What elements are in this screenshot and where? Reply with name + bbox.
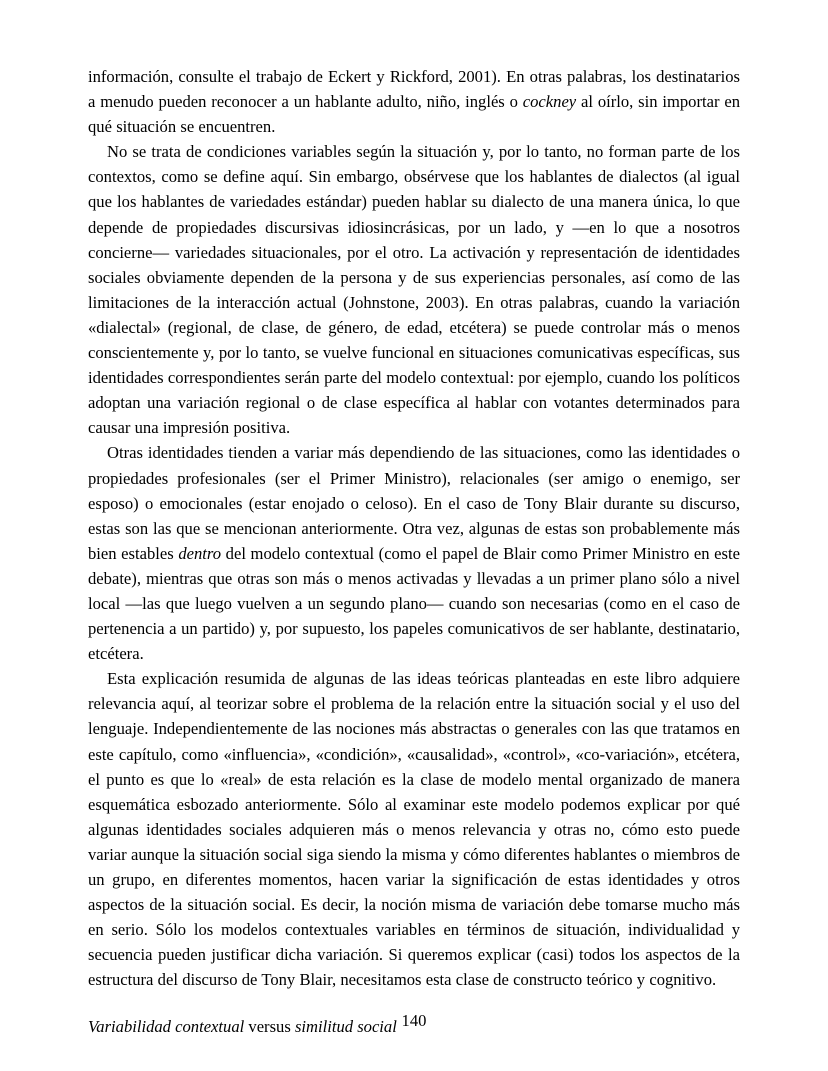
text-column: [88, 64, 740, 1040]
italic-run: similitud social: [294, 1017, 397, 1037]
roman-run: versus: [244, 1017, 295, 1037]
page-number: 140: [401, 1011, 427, 1030]
body-paragraph-3: Otras identidades tienden a variar más dependiendo de las situaciones, como las identidades o propiedades profesionales (ser el Primer Ministro), relacionales (ser amigo o enemigo, ser esposo) o emocionales (estar enojado o celoso). En el caso de Tony Blair durante su discurso, estas son las que se mencionan anteriormente. Otra vez, algunas de estas son probablemente más bien estables dentro del modelo contextual (como el papel de Blair como Primer Ministro en este debate), mientras que otras son más o menos activadas y llevadas a un primer plano sólo a nivel local —las que luego vuelven a un segundo plano— cuando son necesarias (como en el caso de pertenencia a un partido) y, por supuesto, los papeles comunicativos de ser hablante, destinatario, etcétera.: [88, 443, 740, 664]
body-paragraph-4: Esta explicación resumida de algunas de las ideas teóricas planteadas en este libro adquiere relevancia aquí, al teorizar sobre el problema de la relación entre la situación social y el uso del lenguaje. Independientemente de las nociones más abstractas o generales con las que tratamos en este capítulo, como «influencia», «condición», «causalidad», «control», «co-variación», etcétera, el punto es que lo «real» de esta relación es la clase de modelo mental organizado de manera esquemática esbozado anteriormente. Sólo al examinar este modelo podemos explicar por qué algunas identidades sociales adquieren más o menos relevancia y otras no, cómo esto puede variar aunque la situación social siga siendo la misma y cómo diferentes hablantes o miembros de un grupo, en diferentes momentos, hacen variar la significación de estas identidades y otros aspectos de la situación social. Es decir, la noción misma de variación debe tomarse mucho más en serio. Sólo los modelos contextuales variables en términos de situación, individualidad y secuencia pueden justificar dicha variación. Si queremos explicar (casi) todos los aspectos de la estructura del discurso de Tony Blair, necesitamos esta clase de constructo teórico y cognitivo.: [88, 669, 740, 990]
italic-run: dentro: [178, 543, 222, 563]
italic-run: cockney: [522, 92, 577, 112]
body-paragraph-1: información, consulte el trabajo de Eckert y Rickford, 2001). En otras palabras, los destinatarios a menudo pueden reconocer a un hablante adulto, niño, inglés o cockney al oírlo, sin importar en qué situación se encuentren.: [88, 67, 740, 137]
body-paragraph-2: No se trata de condiciones variables según la situación y, por lo tanto, no forman parte de los contextos, como se define aquí. Sin embargo, obsérvese que los hablantes de dialectos (al igual que los hablantes de variedades estándar) pueden hablar su dialecto de una manera única, lo que depende de propiedades discursivas idiosincrásicas, por un lado, y —en lo que a nosotros concierne— variedades situacionales, por el otro. La activación y representación de identidades sociales obviamente dependen de la persona y de sus experiencias personales, así como de las limitaciones de la interacción actual (Johnstone, 2003). En otras palabras, cuando la variación «dialectal» (regional, de clase, de género, de edad, etcétera) se puede controlar más o menos conscientemente y, por lo tanto, se vuelve funcional en situaciones comunicativas específicas, sus identidades correspondientes serán parte del modelo contextual: por ejemplo, cuando los políticos adoptan una variación regional o de clase específica al hablar con votantes determinados para causar una impresión positiva.: [88, 142, 740, 438]
italic-run: Variabilidad contextual: [88, 1017, 245, 1037]
